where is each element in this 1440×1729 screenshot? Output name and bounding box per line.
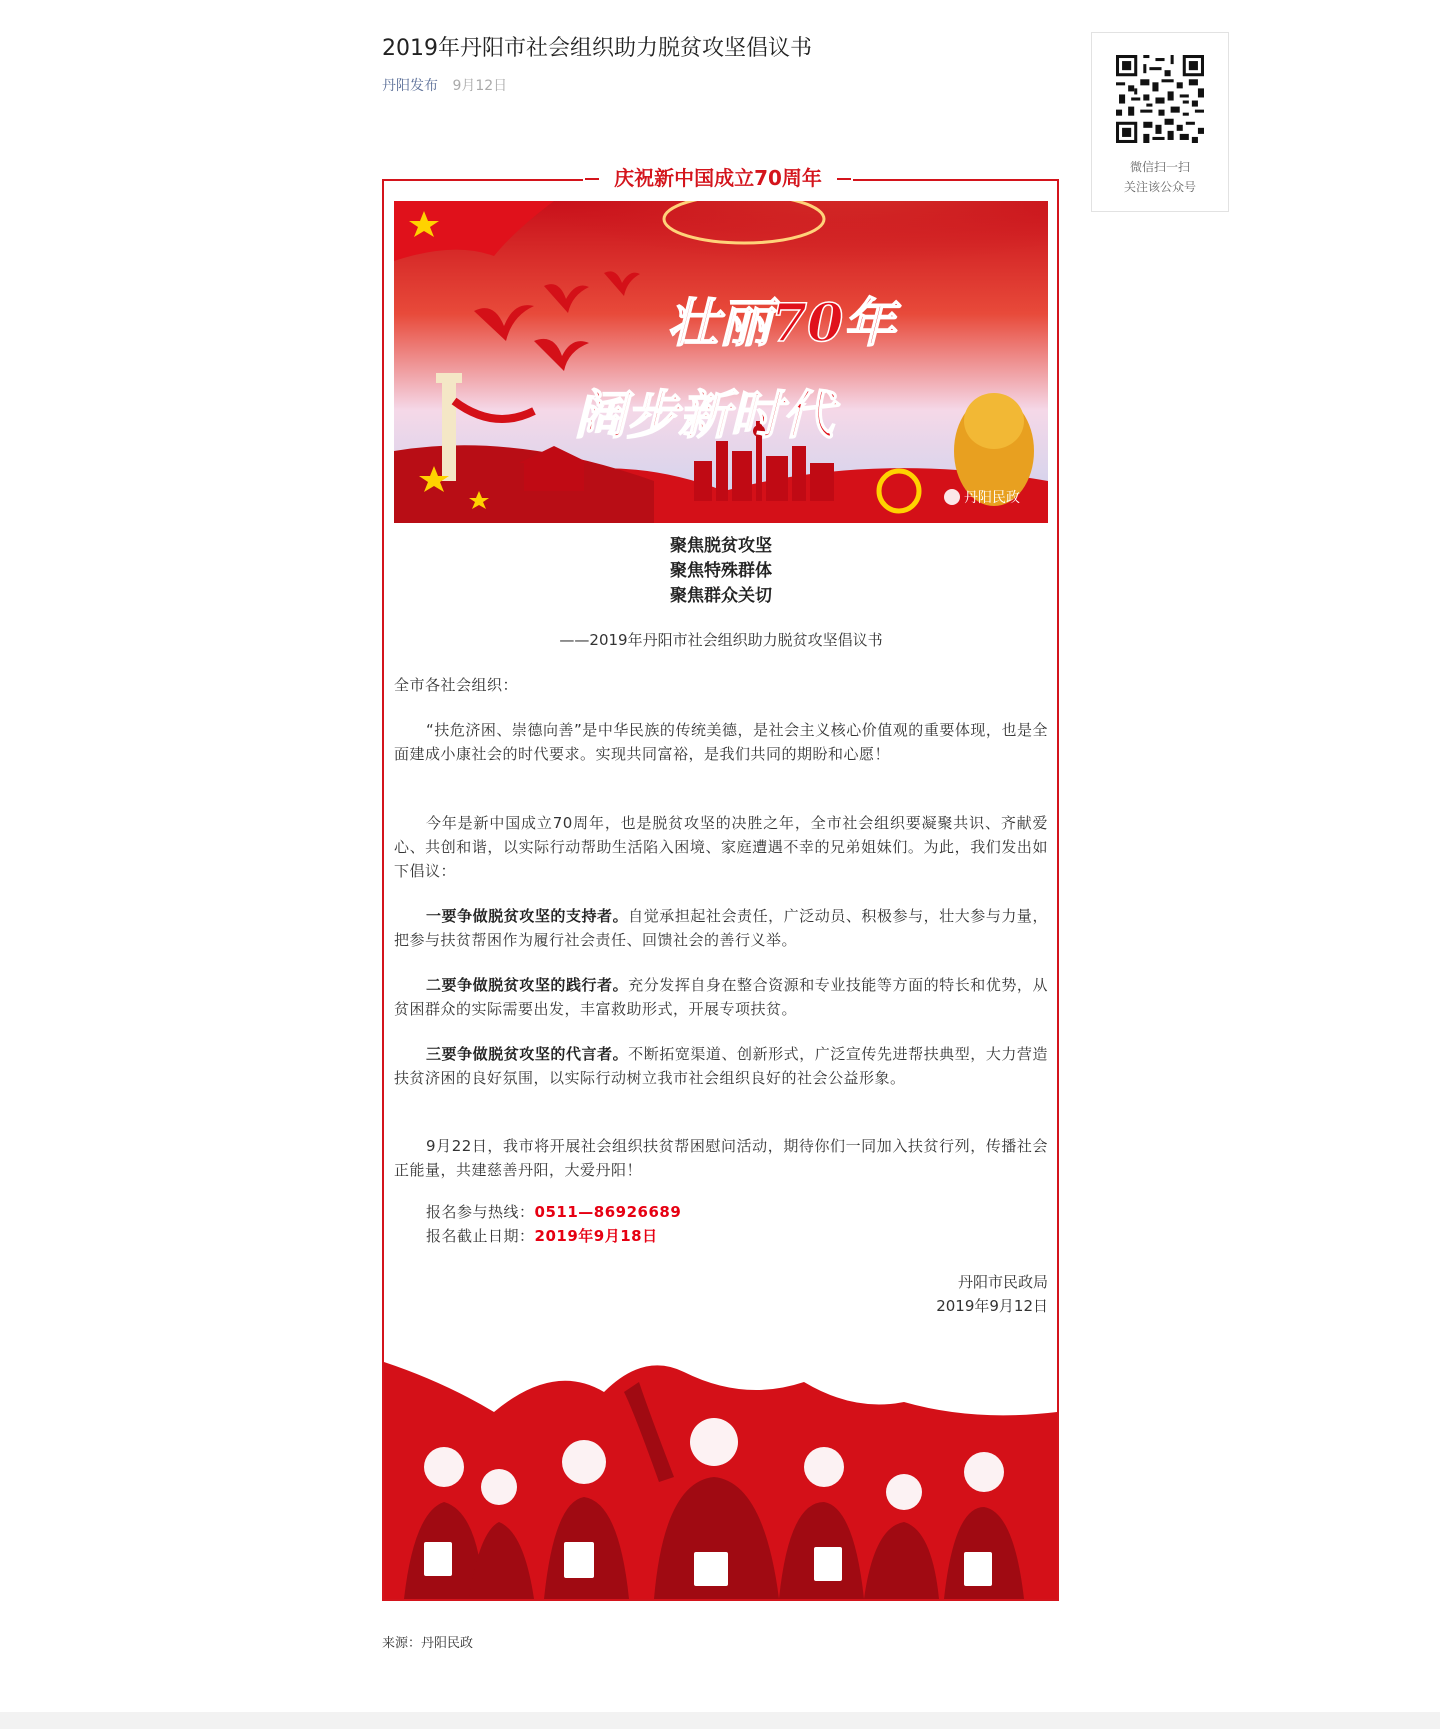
proposal-item-3 [394,1042,1048,1090]
sign-date: 2019年9月12日 [936,1297,1048,1315]
publish-date: 9月12日 [452,78,508,94]
qr-code-icon [1116,55,1204,143]
proposal-item-3-heading: 三要争做脱贫攻坚的代言者。 [426,1045,629,1063]
qr-caption-line1: 微信扫一扫 [1129,160,1190,174]
article-source: 来源：丹阳民政 [382,1636,474,1651]
article-title: 2019年丹阳市社会组织助力脱贫攻坚倡议书 [382,36,812,61]
proposal-item-1-text: 自觉承担起社会责任，广泛动员、积极参与，壮大参与力量，把参与扶贫帮困作为履行社会责任、回馈社会的善行义举。 [394,907,1048,949]
slogan-3: 聚焦群众关切 [670,586,772,606]
qr-caption [1092,157,1228,197]
signature-block [394,1270,1048,1318]
frame-title: 庆祝新中国成立70周年 [583,164,853,192]
hotline-label: 报名参与热线： [426,1203,535,1221]
celebration-banner-image [394,201,1048,523]
slogan-2: 聚焦特殊群体 [670,561,772,581]
page-footer-band [0,1712,1440,1729]
proposal-item-1-heading: 一要争做脱贫攻坚的支持者。 [426,907,629,925]
proposal-subtitle: ——2019年丹阳市社会组织助力脱贫攻坚倡议书 [559,631,883,649]
paragraph-3: 9月22日，我市将开展社会组织扶贫帮困慰问活动，期待你们一同加入扶贫行列，传播社会正能量，共建慈善丹阳，大爱丹阳！ [394,1137,1048,1179]
paragraph-1: “扶危济困、崇德向善”是中华民族的传统美德，是社会主义核心价值观的重要体现，也是全面建成小康社会的时代要求。实现共同富裕，是我们共同的期盼和心愿！ [394,721,1048,763]
slogan-list [394,534,1048,609]
proposal-item-1 [394,904,1048,952]
slogan-1: 聚焦脱贫攻坚 [670,536,772,556]
hotline-row [394,1200,1048,1224]
proposal-item-3-text: 不断拓宽渠道、创新形式，广泛宣传先进帮扶典型，大力营造扶贫济困的良好氛围，以实际行动树立我市社会组织良好的社会公益形象。 [394,1045,1048,1087]
article-meta [382,76,507,96]
hotline-value: 0511—86926689 [534,1203,682,1221]
deadline-row [394,1224,1048,1248]
account-name-link[interactable]: 丹阳发布 [382,78,438,94]
deadline-value: 2019年9月18日 [534,1227,658,1245]
signer: 丹阳市民政局 [957,1273,1048,1291]
qr-caption-line2: 关注该公众号 [1123,180,1196,194]
deadline-label: 报名截止日期： [426,1227,535,1245]
qr-panel [1091,32,1229,212]
people-illustration-image [384,1352,1057,1599]
proposal-item-2 [394,973,1048,1021]
banner-watermark: 丹阳民政 [964,490,1020,506]
proposal-item-2-heading: 二要争做脱贫攻坚的践行者。 [426,976,629,994]
salutation: 全市各社会组织： [394,676,519,694]
proposal-item-2-text: 充分发挥自身在整合资源和专业技能等方面的特长和优势，从贫困群众的实际需要出发，丰富救助形式，开展专项扶贫。 [394,976,1048,1018]
paragraph-2: 今年是新中国成立70周年，也是脱贫攻坚的决胜之年，全市社会组织要凝聚共识、齐献爱心、共创和谐，以实际行动帮助生活陷入困境、家庭遭遇不幸的兄弟姐妹们。为此，我们发出如下倡议： [394,814,1048,880]
banner-headline-2: 阔步新时代 [574,385,835,446]
banner-headline-1: 壮丽70年 [667,293,896,354]
contact-info [394,1200,1048,1248]
